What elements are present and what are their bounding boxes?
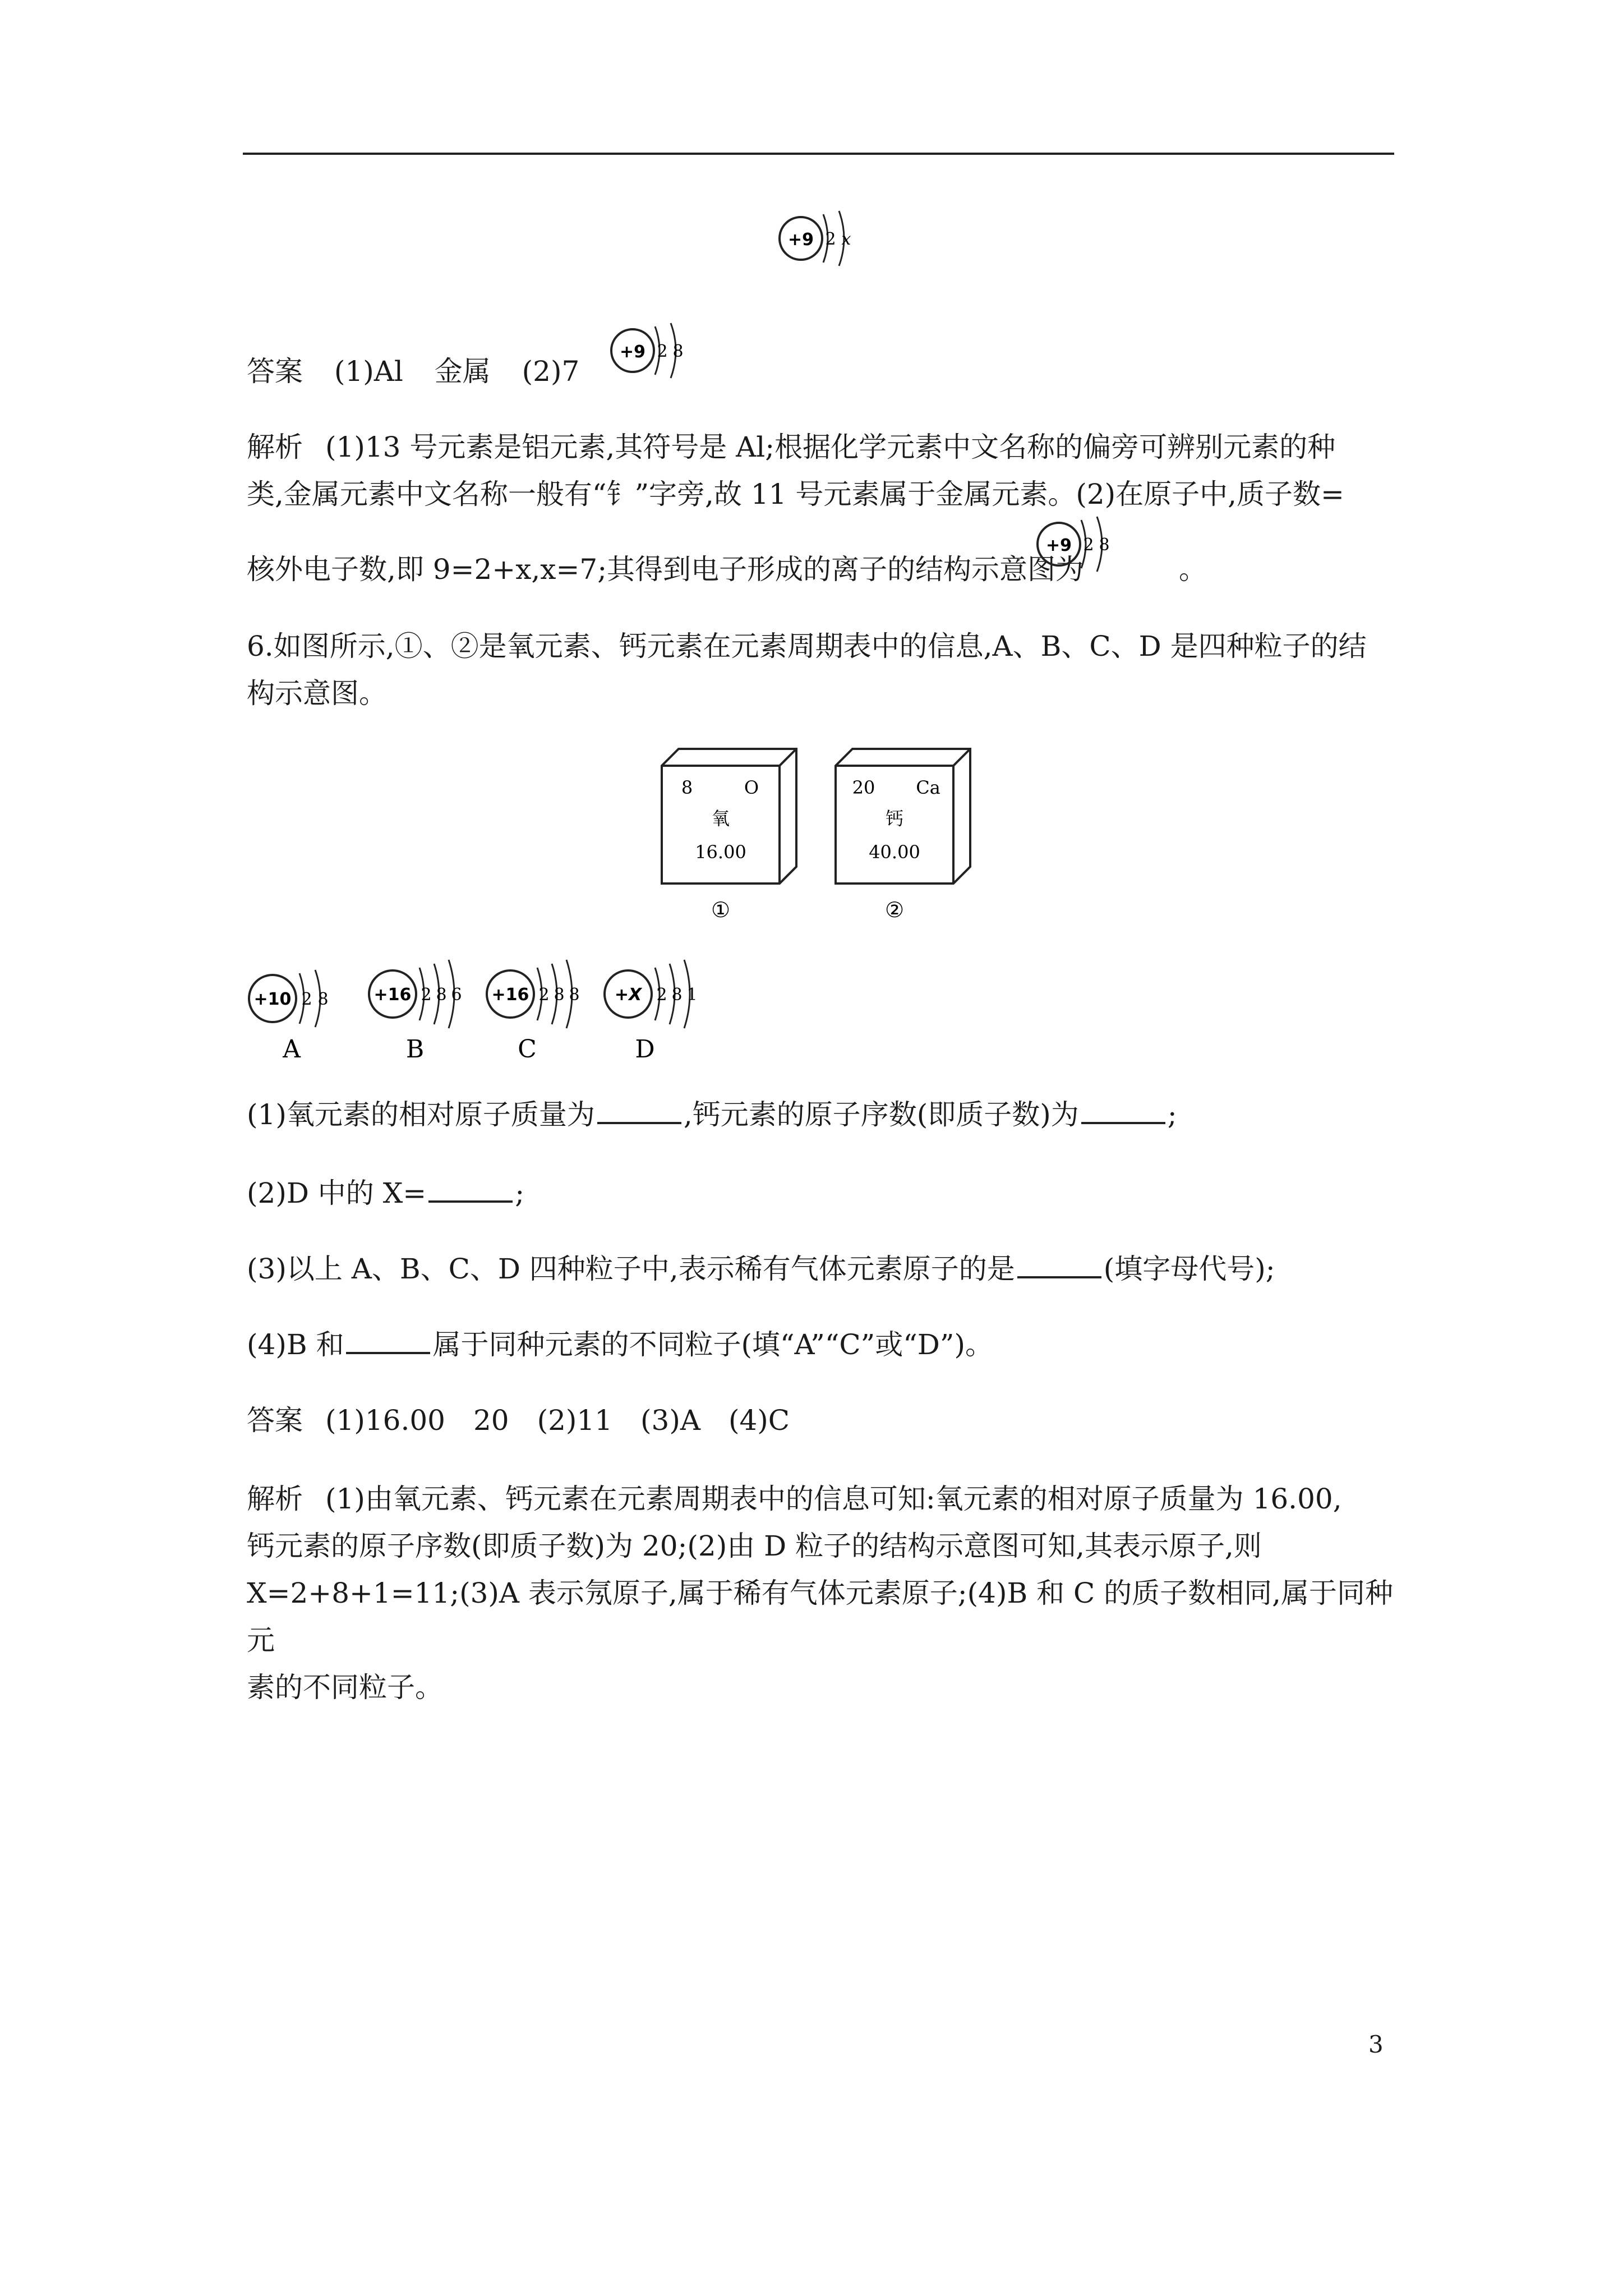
particle-c-nucleus: +16 — [491, 985, 529, 1005]
q6-part2 — [247, 1170, 524, 1217]
diagram-shell-1: 2 — [657, 342, 668, 361]
particle-a-nucleus: +10 — [253, 990, 292, 1009]
particle-d — [594, 942, 718, 1066]
q6-part1 — [247, 1091, 1177, 1138]
answer5-line — [247, 348, 579, 395]
calcium-number: 20 — [852, 777, 875, 798]
q6-part1-text-a: (1)氧元素的相对原子质量为 — [247, 1098, 595, 1131]
answer-blank — [1081, 1097, 1165, 1124]
answer6-line — [247, 1397, 790, 1444]
particle-d-nucleus: +X — [614, 985, 642, 1005]
answer5-label: 答案 — [247, 355, 303, 388]
answer-blank — [428, 1176, 513, 1203]
answer6-label: 答案 — [247, 1404, 303, 1437]
q6-part3-text-b: (填字母代号); — [1103, 1253, 1275, 1285]
particle-b-shell-3: 6 — [451, 985, 462, 1005]
q6-part4-text-a: (4)B 和 — [247, 1328, 344, 1361]
oxygen-mass: 16.00 — [695, 841, 746, 863]
particle-b-shell-2: 8 — [436, 985, 447, 1005]
question6-line2: 构示意图。 — [247, 677, 387, 710]
q6-part1-text-b: ,钙元素的原子序数(即质子数)为 — [683, 1098, 1079, 1131]
particle-c-shell-2: 8 — [554, 985, 565, 1005]
fluorine-atom-diagram — [774, 208, 869, 275]
particle-c-label: C — [518, 1035, 537, 1064]
diagram-nucleus: +9 — [619, 342, 646, 362]
analysis6-line3: X=2+8+1=11;(3)A 表示氖原子,属于稀有气体元素原子;(4)B 和 C 的质子数相同,属于同种元 — [247, 1577, 1394, 1657]
particle-b-shell-1: 2 — [421, 985, 432, 1005]
oxygen-caption: ① — [711, 898, 731, 922]
answer-blank — [597, 1097, 681, 1124]
calcium-name: 钙 — [885, 808, 904, 829]
analysis6-line1: (1)由氧元素、钙元素在元素周期表中的信息可知:氧元素的相对原子质量为 16.00, — [325, 1483, 1342, 1515]
particle-b-label: B — [405, 1035, 425, 1064]
page-number: 3 — [1368, 2031, 1384, 2058]
diagram-shell-1: 2 — [1083, 535, 1094, 555]
particle-d-shell-3: 1 — [686, 985, 698, 1005]
particle-b — [359, 942, 482, 1066]
analysis6 — [247, 1475, 1396, 1711]
analysis5-line3: 核外电子数,即 9=2+x,x=7;其得到电子形成的离子的结构示意图为 — [247, 553, 1084, 586]
answer5-part3: (2)7 — [522, 355, 580, 388]
analysis5-line1: (1)13 号元素是铝元素,其符号是 Al;根据化学元素中文名称的偏旁可辨别元素的种 — [325, 431, 1336, 463]
particle-d-label: D — [635, 1035, 655, 1064]
diagram-nucleus: +9 — [787, 230, 814, 250]
analysis6-line2: 钙元素的原子序数(即质子数)为 20;(2)由 D 粒子的结构示意图可知,其表示原子,则 — [247, 1530, 1262, 1562]
q6-part4 — [247, 1321, 993, 1368]
particle-a-shell-1: 2 — [301, 990, 312, 1009]
analysis5-label: 解析 — [247, 431, 303, 463]
particle-c — [477, 942, 600, 1066]
q6-part3-text-a: (3)以上 A、B、C、D 四种粒子中,表示稀有气体元素原子的是 — [247, 1253, 1015, 1285]
q6-part4-text-b: 属于同种元素的不同粒子(填“A”“C”或“D”)。 — [432, 1328, 993, 1361]
q6-part2-text-a: (2)D 中的 X= — [247, 1177, 427, 1209]
analysis5-line3-end: 。 — [1179, 553, 1207, 586]
particle-d-shell-2: 8 — [671, 985, 683, 1005]
particle-a-label: A — [283, 1035, 301, 1064]
oxygen-symbol: O — [744, 777, 759, 798]
analysis5-line2: 类,金属元素中文名称一般有“钅”字旁,故 11 号元素属于金属元素。(2)在原子中,质子数= — [247, 478, 1344, 510]
answer6-text: (1)16.00 20 (2)11 (3)A (4)C — [325, 1404, 790, 1437]
q6-part1-text-c: ; — [1167, 1098, 1177, 1131]
answer5-part1: (1)Al — [334, 355, 403, 388]
q6-part3 — [247, 1245, 1275, 1292]
particle-a-shell-2: 8 — [317, 990, 329, 1009]
calcium-caption: ② — [884, 898, 905, 922]
header-rule — [243, 153, 1394, 155]
particle-a — [241, 942, 348, 1066]
diagram-nucleus: +9 — [1045, 536, 1072, 555]
answer-blank — [346, 1327, 430, 1354]
answer-blank — [1017, 1251, 1101, 1278]
calcium-card — [830, 743, 981, 928]
calcium-mass: 40.00 — [869, 841, 920, 863]
particle-c-shell-1: 2 — [538, 985, 550, 1005]
analysis6-label: 解析 — [247, 1483, 303, 1515]
diagram-shell-1: 2 — [825, 229, 836, 249]
oxygen-card — [656, 743, 808, 928]
diagram-shell-2: 8 — [672, 342, 684, 361]
oxygen-number: 8 — [681, 777, 693, 798]
oxygen-name: 氧 — [711, 808, 730, 829]
diagram-shell-2: x — [841, 229, 851, 249]
calcium-symbol: Ca — [916, 777, 940, 798]
question6-line1: 6.如图所示,①、②是氧元素、钙元素在元素周期表中的信息,A、B、C、D 是四种粒子的结 — [247, 630, 1367, 662]
particle-c-shell-3: 8 — [569, 985, 580, 1005]
particle-d-shell-1: 2 — [656, 985, 667, 1005]
fluoride-ion-diagram — [606, 320, 701, 387]
particle-b-nucleus: +16 — [374, 985, 412, 1005]
q6-part2-text-b: ; — [515, 1177, 525, 1209]
answer5-part2: 金属 — [434, 355, 491, 388]
question6-intro — [247, 623, 1396, 717]
analysis6-line4: 素的不同粒子。 — [247, 1671, 443, 1704]
analysis-ion-diagram — [1032, 513, 1127, 581]
analysis5 — [247, 424, 1396, 593]
diagram-shell-2: 8 — [1099, 535, 1110, 555]
